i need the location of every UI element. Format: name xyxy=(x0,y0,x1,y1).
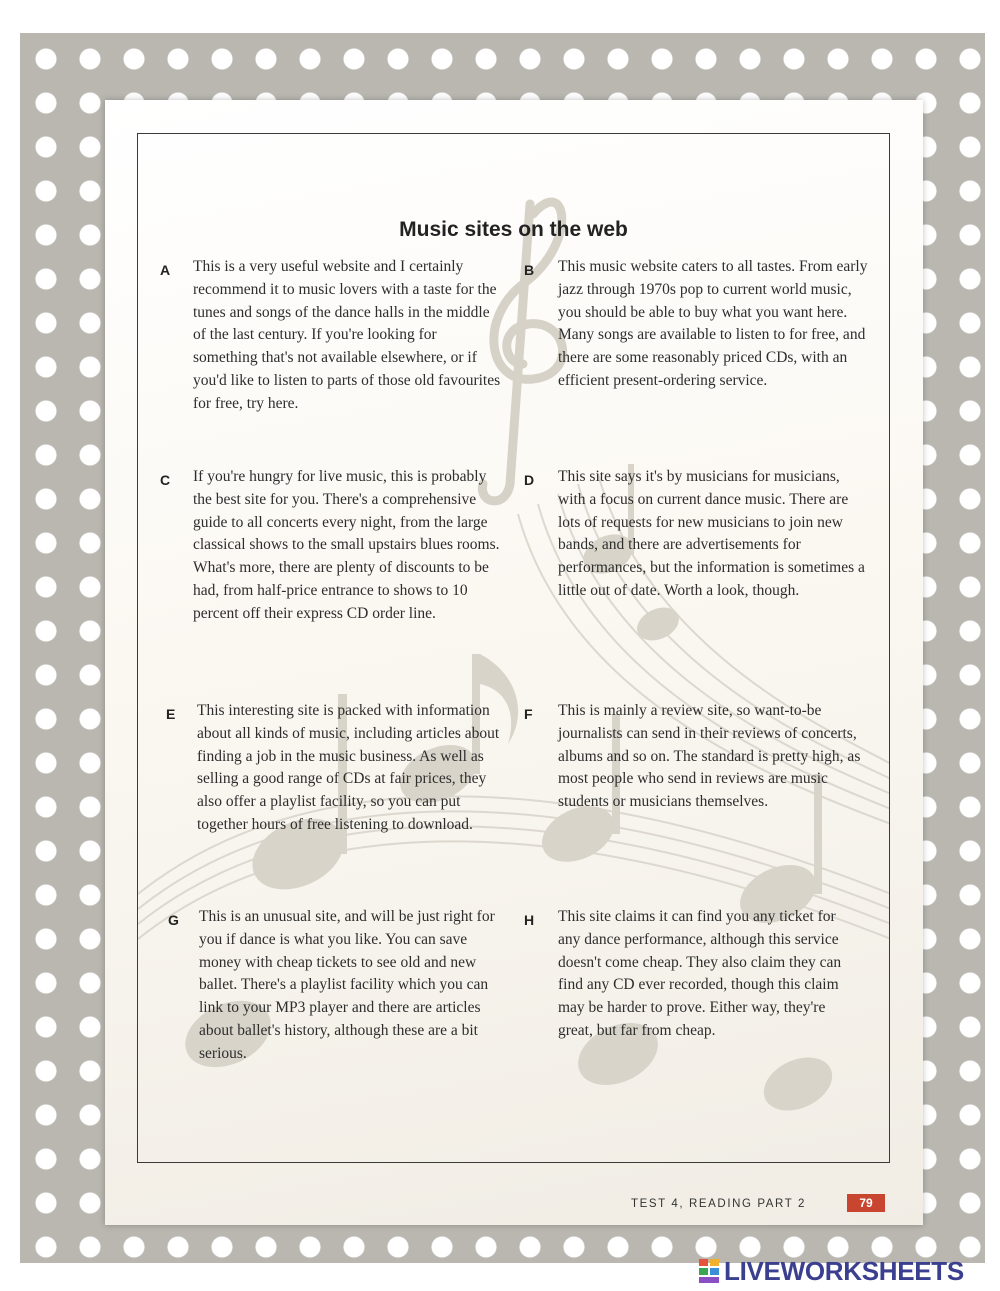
entry-letter-h: H xyxy=(524,912,535,928)
entry-e-text: This interesting site is packed with information about all kinds of music, including articles about finding a job in the music business. As well as selling a good range of CDs at fair prices, they also offer a playlist facility, so you can put together hours of free listening to download. xyxy=(197,702,500,833)
liveworksheets-logo xyxy=(698,1256,964,1286)
page-number: 79 xyxy=(847,1194,885,1212)
page-title: Music sites on the web xyxy=(399,218,628,241)
liveworksheets-wordmark: LIVEWORKSHEETS xyxy=(724,1255,964,1286)
entry-f-text: This is mainly a review site, so want-to-be journalists can send in their reviews of concerts, albums and so on. The standard is pretty high, as most people who send in reviews are music students or musicians themselves. xyxy=(558,702,861,811)
entry-a-text: This is a very useful website and I certainly recommend it to music lovers with a taste for the tunes and songs of the dance halls in the middle of the last century. If you're looking for something that's not available elsewhere, or if you'd like to listen to parts of those old favourites for free, try here. xyxy=(193,258,501,412)
entry-letter-f: F xyxy=(524,706,533,722)
liveworksheets-icon xyxy=(698,1258,720,1284)
book-page xyxy=(105,100,923,1225)
entry-g-text: This is an unusual site, and will be just right for you if dance is what you like. You can save money with cheap tickets to see old and new ballet. There's a playlist facility which you can link to your MP3 player and there are articles about ballet's history, although these are a bit serious. xyxy=(199,908,495,1062)
content-box xyxy=(137,133,890,1163)
entry-letter-d: D xyxy=(524,472,535,488)
entry-letter-c: C xyxy=(160,472,171,488)
entry-b-text: This music website caters to all tastes. From early jazz through 1970s pop to current world music, you should be able to buy what you want here. Many songs are available to listen to for free, and there are some reasonably priced CDs, with an efficient present-ordering service. xyxy=(558,258,868,389)
page-footer: TEST 4, READING PART 2 xyxy=(631,1198,806,1210)
entry-letter-a: A xyxy=(160,262,171,278)
entry-h-text: This site claims it can find you any ticket for any dance performance, although this service doesn't come cheap. They also claim they can find any CD ever recorded, though this claim may be harder to prove. Either way, they're great, but far from cheap. xyxy=(558,908,842,1039)
entry-c-text: If you're hungry for live music, this is probably the best site for you. There's a comprehensive guide to all concerts every night, from the large classical shows to the small upstairs blues rooms. What's more, there are plenty of discounts to be had, from half-price entrance to shows to 10 percent off their express CD order line. xyxy=(193,468,500,622)
entry-d-text: This site says it's by musicians for musicians, with a focus on current dance music. There are lots of requests for new musicians to join new bands, and there are advertisements for performances, but the information is sometimes a little out of date. Worth a look, though. xyxy=(558,468,865,599)
entry-letter-g: G xyxy=(168,912,179,928)
entry-letter-e: E xyxy=(166,706,176,722)
entry-letter-b: B xyxy=(524,262,535,278)
